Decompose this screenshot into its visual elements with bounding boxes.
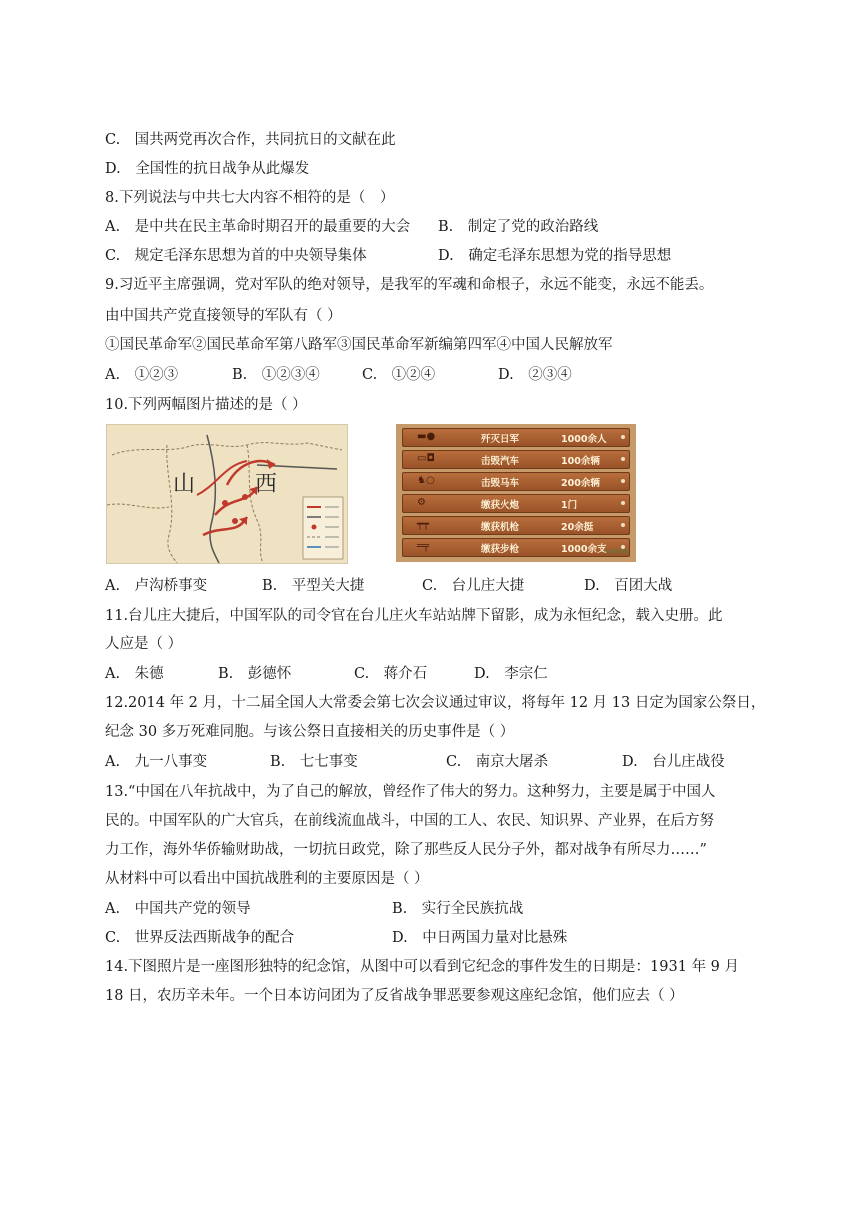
q13-stem-line4: 从材料中可以看出中国抗战胜利的主要原因是（ ）	[105, 871, 429, 887]
q10-option-b: B. 平型关大捷	[262, 578, 365, 594]
q8-stem: 8.下列说法与中共七大内容不相符的是（ ）	[105, 190, 395, 206]
q12-stem-line1: 12.2014 年 2 月，十二届全国人大常委会第七次会议通过审议，将每年 12 月 13 日定为国家公祭日，	[105, 695, 766, 711]
q9-option-c: C. ①②④	[362, 367, 436, 383]
q11-stem-line2: 人应是（ ）	[105, 636, 183, 652]
q11-stem-line1: 11.台儿庄大捷后，中国军队的司令官在台儿庄火车站站牌下留影，成为永恒纪念，载入史册。此	[105, 608, 723, 624]
q13-option-c: C. 世界反法西斯战争的配合	[105, 930, 295, 946]
q12-option-b: B. 七七事变	[270, 754, 358, 770]
artillery-icon: ⚙	[417, 497, 426, 508]
result-value: 1000余人	[561, 434, 607, 445]
result-row	[402, 494, 630, 513]
truck-icon: ▭◘	[417, 453, 435, 464]
q10-stem: 10.下列两幅图片描述的是（ ）	[105, 397, 307, 413]
q10-option-d: D. 百团大战	[584, 578, 673, 594]
q13-stem-line1: 13.“中国在八年抗战中，为了自己的解放，曾经作了伟大的努力。这种努力，主要是属于中国人	[105, 784, 716, 800]
q9-option-d: D. ②③④	[498, 367, 572, 383]
q14-stem-line1: 14.下图照片是一座图形独特的纪念馆，从图中可以看到它纪念的事件发生的日期是：1931 年 9 月	[105, 959, 740, 975]
q9-items: ①国民革命军②国民革命军第八路军③国民革命军新编第四军④中国人民解放军	[105, 337, 613, 353]
q12-option-c: C. 南京大屠杀	[446, 754, 549, 770]
result-value: 1门	[561, 500, 578, 511]
result-label: 缴获火炮	[481, 500, 520, 511]
battle-map-image	[106, 424, 348, 564]
result-label: 缴获机枪	[481, 522, 520, 533]
q12-option-a: A. 九一八事变	[105, 754, 208, 770]
result-row	[402, 450, 630, 469]
q13-option-a: A. 中国共产党的领导	[105, 901, 251, 917]
battle-map-svg	[107, 425, 347, 563]
result-value: 20余挺	[561, 522, 594, 533]
q8-option-d: D. 确定毛泽东思想为党的指导思想	[438, 248, 672, 264]
map-label-shan: 山	[173, 472, 196, 497]
nail-dot	[621, 457, 625, 461]
result-row	[402, 428, 630, 447]
q9-stem-line1: 9.习近平主席强调，党对军队的绝对领导，是我军的军魂和命根子，永远不能变，永远不能丢。	[105, 277, 714, 293]
q13-stem-line2: 民的。中国军队的广大官兵，在前线流血战斗，中国的工人、农民、知识界、产业界，在后方努	[105, 813, 714, 829]
q10-option-c: C. 台儿庄大捷	[422, 578, 525, 594]
result-row	[402, 516, 630, 535]
nail-dot	[621, 523, 625, 527]
result-value: 100余辆	[561, 456, 600, 467]
q13-option-b: B. 实行全民族抗战	[392, 901, 524, 917]
q9-option-a: A. ①②③	[105, 367, 179, 383]
q11-option-b: B. 彭德怀	[218, 666, 292, 682]
q9-stem-line2: 由中国共产党直接领导的军队有（ ）	[105, 308, 342, 324]
q12-option-d: D. 台儿庄战役	[622, 754, 725, 770]
battle-results-image	[396, 424, 636, 562]
nail-dot	[621, 435, 625, 439]
rifle-icon: ═╤	[417, 541, 430, 552]
q9-option-b: B. ①②③④	[232, 367, 320, 383]
q7-option-c: C. 国共两党再次合作，共同抗日的文献在此	[105, 132, 396, 148]
nail-dot	[621, 501, 625, 505]
q13-stem-line3: 力工作，海外华侨输财助战，一切抗日政党，除了那些反人民分子外，都对战争有所尽力……”	[105, 842, 707, 858]
q7-option-d: D. 全国性的抗日战争从此爆发	[105, 161, 310, 177]
cannon-icon: ▬●	[417, 431, 436, 442]
result-row	[402, 538, 630, 557]
q8-option-c: C. 规定毛泽东思想为首的中央领导集体	[105, 248, 367, 264]
q11-option-d: D. 李宗仁	[474, 666, 548, 682]
horse-cart-icon: ♞○	[417, 475, 435, 486]
q10-option-a: A. 卢沟桥事变	[105, 578, 208, 594]
map-label-xi: 西	[255, 472, 278, 497]
q8-option-a: A. 是中共在民主革命时期召开的最重要的大会	[105, 219, 411, 235]
q8-option-b: B. 制定了党的政治路线	[438, 219, 599, 235]
machine-gun-icon: ┯┯	[417, 519, 430, 530]
result-label: 歼灭日军	[481, 434, 520, 445]
result-value: 200余辆	[561, 478, 600, 489]
q11-option-a: A. 朱德	[105, 666, 164, 682]
q14-stem-line2: 18 日，农历辛未年。一个日本访问团为了反省战争罪恶要参观这座纪念馆，他们应去（ ）	[105, 988, 684, 1004]
q11-option-c: C. 蒋介石	[354, 666, 428, 682]
result-value: 1000余支	[561, 544, 607, 555]
result-label: 缴获步枪	[481, 544, 520, 555]
nail-dot	[621, 479, 625, 483]
results-logo: 中国军网	[603, 549, 628, 556]
result-label: 击毁马车	[481, 478, 520, 489]
q13-option-d: D. 中日两国力量对比悬殊	[392, 930, 568, 946]
q12-stem-line2: 纪念 30 多万死难同胞。与该公祭日直接相关的历史事件是（ ）	[105, 724, 515, 740]
result-label: 击毁汽车	[481, 456, 520, 467]
result-row	[402, 472, 630, 491]
